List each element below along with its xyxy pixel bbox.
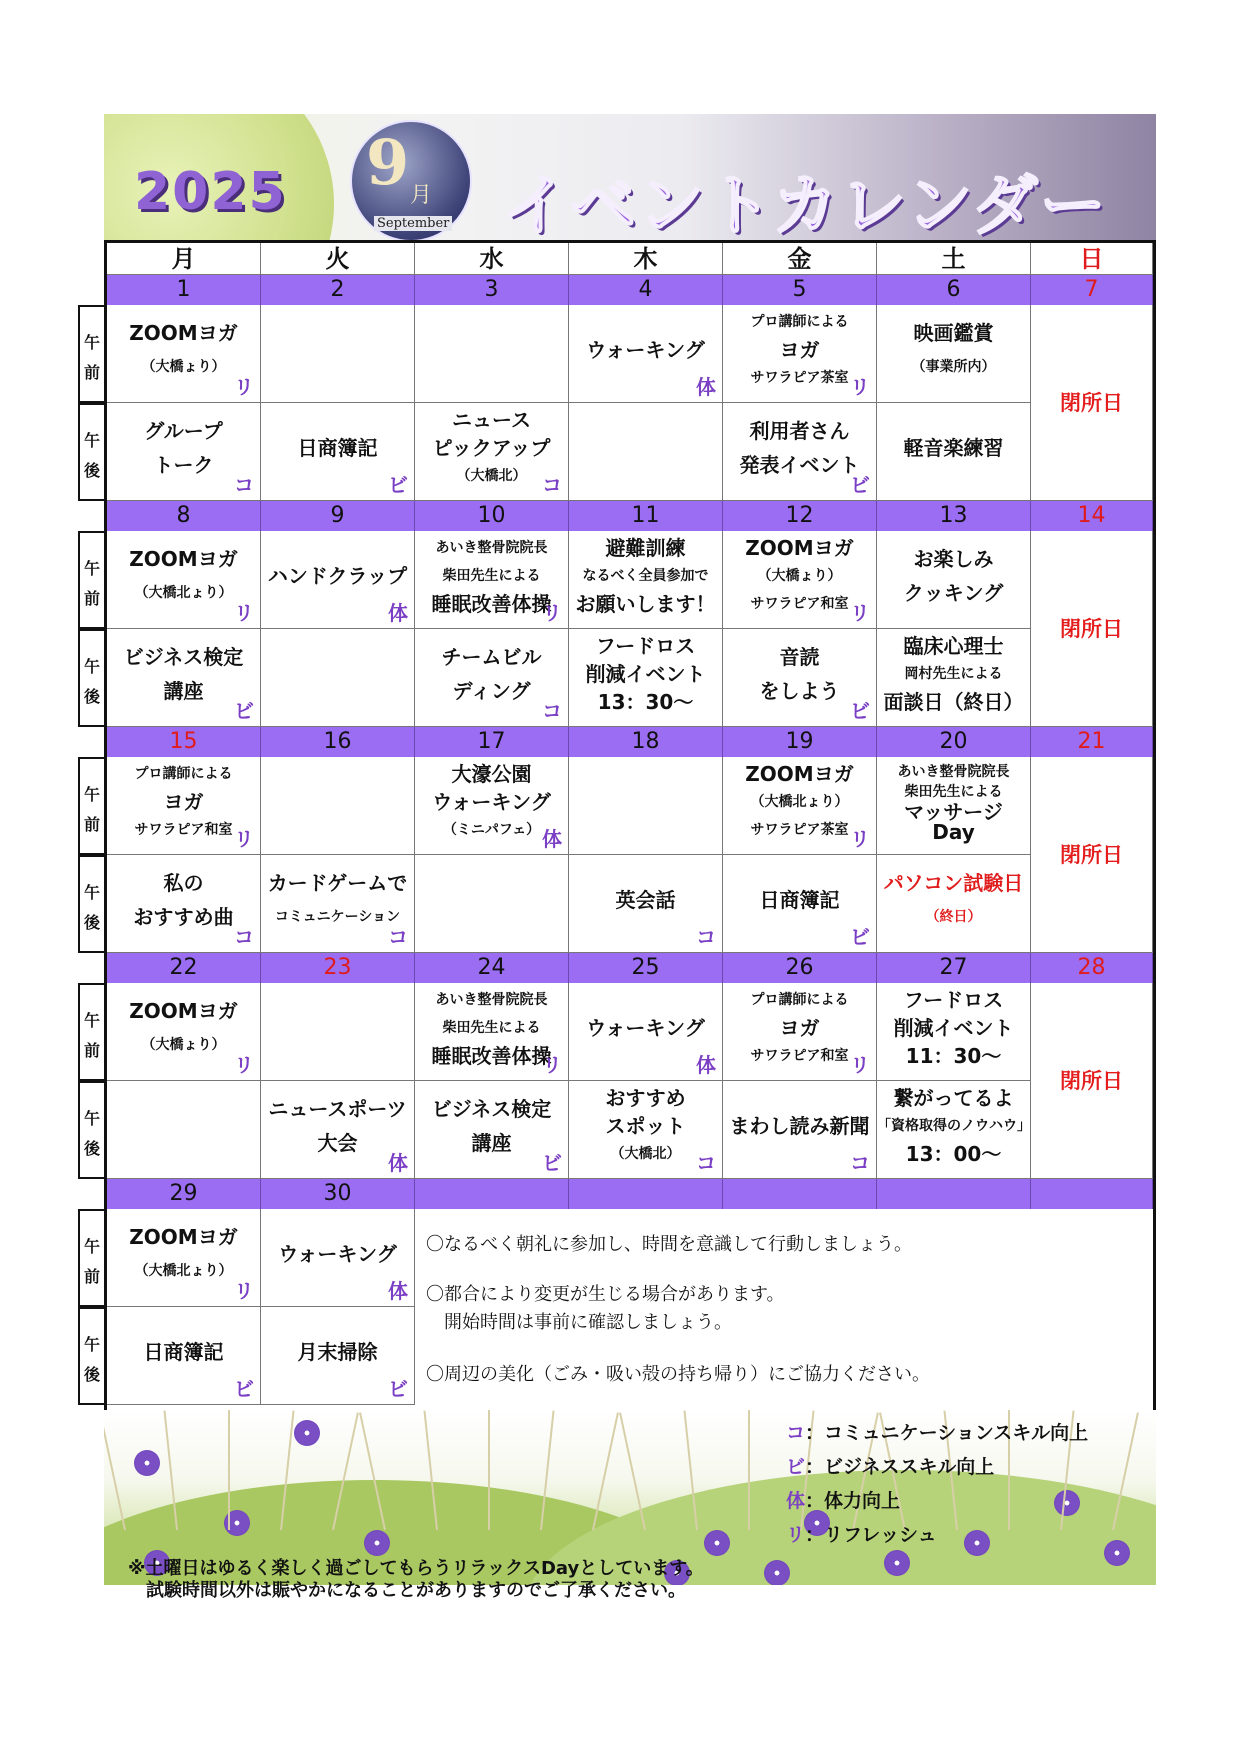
pampas-grass-icon [104, 1412, 126, 1530]
legend-item-tai: 体：体力向上 [786, 1490, 901, 1512]
category-tag: リ [234, 1279, 254, 1303]
event-line: まわし読み新聞 [729, 1114, 870, 1138]
category-tag: コ [542, 699, 562, 723]
day-number: 17 [415, 727, 569, 757]
event-line: サワラピア和室 [750, 596, 849, 612]
event-cell [415, 305, 569, 403]
event-line: 利用者さん [749, 419, 850, 443]
side-label-pm [78, 1307, 104, 1405]
side-label-am [78, 1209, 104, 1307]
event-line: フードロス [903, 988, 1004, 1012]
day-number: 10 [415, 501, 569, 531]
closed-label: 閉所日 [1060, 1069, 1123, 1093]
event-line: ZOOMヨガ [129, 547, 238, 571]
event-cell [723, 629, 877, 727]
event-line: ZOOMヨガ [129, 321, 238, 345]
day-number: 22 [107, 953, 261, 983]
category-tag: リ [234, 601, 254, 625]
event-line: ウォーキング [586, 1016, 705, 1040]
event-line: チームビル [441, 645, 542, 669]
side-char: 午 [83, 431, 100, 450]
bellflower-icon [1054, 1490, 1080, 1516]
side-label-am [78, 983, 104, 1081]
side-char: 午 [83, 1237, 100, 1256]
side-char: 後 [83, 461, 100, 480]
category-tag: 体 [696, 375, 716, 399]
event-cell [723, 1081, 877, 1179]
event-line: 柴田先生による [442, 568, 541, 584]
legend-item-bi: ビ：ビジネススキル向上 [786, 1456, 995, 1478]
event-line: 日商簿記 [297, 436, 378, 460]
event-cell [415, 1081, 569, 1179]
event-line: 私の [163, 871, 204, 895]
event-line: 面談日（終日） [883, 690, 1024, 714]
event-line: サワラピア茶室 [750, 370, 849, 386]
category-tag: リ [542, 601, 562, 625]
day-number: 5 [723, 275, 877, 305]
day-number: 16 [261, 727, 415, 757]
category-tag: コ [850, 1151, 870, 1175]
event-line: マッサージ [904, 800, 1003, 824]
event-line: 講座 [163, 679, 204, 703]
event-line: 柴田先生による [904, 784, 1003, 800]
category-tag: 体 [542, 827, 562, 851]
side-label-am [78, 305, 104, 403]
event-line: 映画鑑賞 [913, 321, 994, 345]
event-line: ZOOMヨガ [745, 536, 854, 560]
event-line: おすすめ [605, 1086, 686, 1110]
closed-label: 閉所日 [1060, 843, 1123, 867]
day-number: 12 [723, 501, 877, 531]
pampas-grass-icon [488, 1410, 490, 1530]
side-char: 午 [83, 333, 100, 352]
note-2: 〇都合により変更が生じる場合があります。 [426, 1284, 785, 1305]
month-number: 9 [366, 126, 410, 199]
event-cell [107, 1209, 261, 1307]
event-line: プロ講師による [750, 314, 849, 330]
day-number: 20 [877, 727, 1031, 757]
event-line: なるべく全員参加で [582, 568, 709, 584]
event-cell [261, 1307, 415, 1405]
note-1: 〇なるべく朝礼に参加し、時間を意識して行動しましょう。 [426, 1234, 912, 1255]
event-cell [261, 403, 415, 501]
bellflower-icon [134, 1450, 160, 1476]
weekday-header: 水 [415, 243, 569, 275]
day-number: 28 [1031, 953, 1153, 983]
day-number [1031, 1179, 1153, 1209]
bellflower-icon [1104, 1540, 1130, 1566]
weekday-header: 木 [569, 243, 723, 275]
event-cell [569, 629, 723, 727]
closed-label: 閉所日 [1060, 617, 1123, 641]
event-line: 音読 [779, 645, 820, 669]
event-line: 臨床心理士 [903, 634, 1004, 658]
day-number: 8 [107, 501, 261, 531]
event-line: おすすめ曲 [133, 905, 234, 929]
event-line: 発表イベント [739, 453, 860, 477]
day-number: 11 [569, 501, 723, 531]
day-number: 1 [107, 275, 261, 305]
event-line: 避難訓練 [605, 536, 686, 560]
notes-box [418, 1224, 1153, 1404]
side-label-pm [78, 629, 104, 727]
event-line: ヨガ [779, 338, 820, 362]
day-number: 19 [723, 727, 877, 757]
side-char: 前 [83, 589, 100, 608]
event-cell [569, 305, 723, 403]
day-number: 30 [261, 1179, 415, 1209]
event-line: あいき整骨院院長 [897, 764, 1010, 780]
weekday-header: 土 [877, 243, 1031, 275]
event-cell [261, 531, 415, 629]
event-line: ニュース [452, 408, 531, 432]
event-line: 睡眠改善体操 [431, 1044, 552, 1068]
event-cell [569, 531, 723, 629]
category-tag: 体 [388, 1151, 408, 1175]
event-line: （終日） [925, 909, 982, 925]
side-char: 午 [83, 559, 100, 578]
event-line: サワラピア茶室 [750, 822, 849, 838]
event-line: パソコン試験日 [883, 871, 1024, 895]
event-line: フードロス [595, 634, 696, 658]
day-number [723, 1179, 877, 1209]
event-line: 大濠公園 [451, 762, 532, 786]
event-line: あいき整骨院院長 [435, 540, 548, 556]
event-cell [877, 983, 1031, 1081]
closed-day-cell [1031, 305, 1153, 501]
event-line: をしよう [759, 679, 840, 703]
day-number: 2 [261, 275, 415, 305]
category-tag: ビ [850, 473, 870, 497]
event-line: ビジネス検定 [123, 645, 244, 669]
event-line: 大会 [317, 1131, 358, 1155]
day-number: 24 [415, 953, 569, 983]
weekday-header: 火 [261, 243, 415, 275]
event-line: プロ講師による [750, 992, 849, 1008]
day-number: 9 [261, 501, 415, 531]
side-char: 午 [83, 785, 100, 804]
event-cell [107, 1081, 261, 1179]
event-line: 13：00〜 [905, 1142, 1002, 1166]
weekday-header: 日 [1031, 243, 1153, 275]
side-char: 午 [83, 1011, 100, 1030]
category-tag: リ [850, 1053, 870, 1077]
side-char: 午 [83, 883, 100, 902]
footer-note [128, 1558, 1028, 1602]
day-number [877, 1179, 1031, 1209]
event-cell [877, 305, 1031, 403]
event-cell [569, 983, 723, 1081]
event-cell [261, 855, 415, 953]
event-cell [723, 757, 877, 855]
weekday-header: 月 [107, 243, 261, 275]
day-number [569, 1179, 723, 1209]
event-cell [569, 403, 723, 501]
event-line: コミュニケーション [274, 909, 401, 925]
event-line: お願いします！ [575, 592, 716, 616]
event-cell [877, 1081, 1031, 1179]
note-3: 開始時間は事前に確認しましょう。 [426, 1312, 732, 1333]
event-cell [107, 855, 261, 953]
category-tag: 体 [696, 1053, 716, 1077]
category-tag: コ [696, 925, 716, 949]
day-number: 21 [1031, 727, 1153, 757]
category-tag: ビ [850, 925, 870, 949]
event-cell [415, 629, 569, 727]
event-cell [261, 1081, 415, 1179]
event-line: 日商簿記 [759, 888, 840, 912]
event-line: 柴田先生による [442, 1020, 541, 1036]
category-tag: ビ [388, 473, 408, 497]
event-cell [415, 531, 569, 629]
category-tag: ビ [234, 1377, 254, 1401]
event-line: ZOOMヨガ [129, 1225, 238, 1249]
category-tag: コ [696, 1151, 716, 1175]
category-tag: ビ [850, 699, 870, 723]
month-badge [350, 120, 472, 240]
side-label-pm [78, 855, 104, 953]
event-line: （大橋ょり） [141, 1037, 226, 1053]
event-line: 英会話 [615, 888, 676, 912]
event-line: 11：30〜 [905, 1044, 1002, 1068]
bellflower-icon [364, 1530, 390, 1556]
event-line: ウォーキング [432, 790, 551, 814]
event-cell [261, 983, 415, 1081]
closed-day-cell [1031, 757, 1153, 953]
event-line: 軽音楽練習 [903, 436, 1004, 460]
day-number: 4 [569, 275, 723, 305]
side-char: 後 [83, 687, 100, 706]
category-tag: ビ [542, 1151, 562, 1175]
event-line: あいき整骨院院長 [435, 992, 548, 1008]
day-number: 13 [877, 501, 1031, 531]
side-label-am [78, 531, 104, 629]
event-line: ヨガ [163, 790, 204, 814]
event-cell [261, 629, 415, 727]
event-cell [723, 983, 877, 1081]
category-tag: リ [234, 375, 254, 399]
event-line: ZOOMヨガ [129, 999, 238, 1023]
event-line: スポット [605, 1114, 686, 1138]
side-char: 午 [83, 1335, 100, 1354]
event-line: （事業所内） [911, 359, 996, 375]
event-cell [107, 983, 261, 1081]
event-line: 削減イベント [585, 662, 706, 686]
event-line: （大橋ょり） [757, 568, 842, 584]
event-line: （大橋ょり） [141, 359, 226, 375]
event-line: お楽しみ [913, 547, 994, 571]
side-label-pm [78, 403, 104, 501]
category-tag: ビ [388, 1377, 408, 1401]
event-line: ZOOMヨガ [745, 762, 854, 786]
event-cell [415, 403, 569, 501]
event-line: Day [932, 820, 975, 844]
event-line: グループ [144, 419, 223, 443]
event-line: 13：30〜 [597, 690, 694, 714]
event-cell [261, 305, 415, 403]
category-tag: コ [234, 925, 254, 949]
side-char: 前 [83, 363, 100, 382]
bellflower-icon [704, 1530, 730, 1556]
event-line: ウォーキング [586, 338, 705, 362]
event-line: 講座 [471, 1131, 512, 1155]
footer-line-1: ※土曜日はゆるく楽しく過ごしてもらうリラックスDayとしています。 [128, 1558, 704, 1579]
event-cell [723, 305, 877, 403]
event-cell [877, 629, 1031, 727]
event-cell [877, 855, 1031, 953]
event-line: 岡村先生による [904, 666, 1003, 682]
side-char: 午 [83, 657, 100, 676]
side-char: 後 [83, 1365, 100, 1384]
category-tag: コ [542, 473, 562, 497]
year-label: 2025 [134, 162, 287, 222]
category-tag: リ [850, 827, 870, 851]
event-line: （ミニパフェ） [442, 822, 541, 838]
event-line: ビジネス検定 [431, 1097, 552, 1121]
day-number: 23 [261, 953, 415, 983]
closed-label: 閉所日 [1060, 391, 1123, 415]
event-line: 月末掃除 [297, 1340, 378, 1364]
event-line: サワラピア和室 [750, 1048, 849, 1064]
side-label-pm [78, 1081, 104, 1179]
event-cell [107, 629, 261, 727]
event-line: （大橋北） [610, 1146, 681, 1162]
category-tag: リ [234, 1053, 254, 1077]
event-line: プロ講師による [134, 766, 233, 782]
event-cell [569, 855, 723, 953]
event-cell [261, 1209, 415, 1307]
side-char: 前 [83, 815, 100, 834]
day-number [415, 1179, 569, 1209]
closed-day-cell [1031, 531, 1153, 727]
category-tag: リ [850, 375, 870, 399]
day-number: 15 [107, 727, 261, 757]
category-tag: コ [388, 925, 408, 949]
month-kanji: 月 [410, 183, 433, 208]
category-tag: リ [234, 827, 254, 851]
event-line: （大橋北ょり） [750, 794, 849, 810]
day-number: 7 [1031, 275, 1153, 305]
page-title: イベントカレンダー [502, 167, 1108, 240]
event-cell [107, 531, 261, 629]
pampas-grass-icon [228, 1410, 230, 1530]
closed-day-cell [1031, 983, 1153, 1179]
bellflower-icon [964, 1530, 990, 1556]
day-number: 14 [1031, 501, 1153, 531]
side-char: 前 [83, 1267, 100, 1286]
weekday-header: 金 [723, 243, 877, 275]
event-line: （大橋北ょり） [134, 585, 233, 601]
category-tag: 体 [388, 1279, 408, 1303]
event-cell [877, 757, 1031, 855]
legend-item-ko: コ：コミュニケーションスキル向上 [786, 1422, 1089, 1444]
day-number: 3 [415, 275, 569, 305]
event-cell [107, 1307, 261, 1405]
event-cell [107, 403, 261, 501]
event-cell [877, 403, 1031, 501]
day-number: 6 [877, 275, 1031, 305]
event-cell [415, 855, 569, 953]
category-tag: リ [542, 1053, 562, 1077]
event-line: ウォーキング [278, 1242, 397, 1266]
event-cell [107, 305, 261, 403]
category-tag: コ [234, 473, 254, 497]
event-line: ニュースポーツ [268, 1097, 407, 1121]
event-line: （大橋北ょり） [134, 1263, 233, 1279]
event-line: （大橋北） [456, 468, 527, 484]
event-cell [723, 403, 877, 501]
event-line: 日商簿記 [143, 1340, 224, 1364]
event-line: ハンドクラップ [267, 564, 408, 588]
event-line: トーク [153, 453, 214, 477]
side-label-am [78, 757, 104, 855]
event-cell [877, 531, 1031, 629]
event-line: 削減イベント [893, 1016, 1014, 1040]
event-line: 「資格取得のノウハウ」 [877, 1118, 1031, 1134]
pampas-grass-icon [748, 1410, 750, 1530]
day-number: 27 [877, 953, 1031, 983]
category-tag: ビ [234, 699, 254, 723]
event-cell [261, 757, 415, 855]
event-line: ピックアップ [432, 436, 551, 460]
event-line: カードゲームで [267, 871, 408, 895]
category-tag: リ [850, 601, 870, 625]
side-char: 後 [83, 913, 100, 932]
event-cell [415, 983, 569, 1081]
calendar-banner [104, 114, 1156, 240]
legend-item-ri: リ：リフレッシュ [786, 1524, 937, 1546]
event-cell [723, 855, 877, 953]
event-line: クッキング [903, 581, 1004, 605]
category-tag: 体 [388, 601, 408, 625]
event-line: サワラピア和室 [134, 822, 233, 838]
side-char: 午 [83, 1109, 100, 1128]
event-cell [569, 757, 723, 855]
event-cell [107, 757, 261, 855]
event-line: ヨガ [779, 1016, 820, 1040]
event-line: ディング [452, 679, 531, 703]
event-cell [569, 1081, 723, 1179]
event-line: 睡眠改善体操 [431, 592, 552, 616]
event-line: 繋がってるよ [893, 1086, 1014, 1110]
note-4: 〇周辺の美化（ごみ・吸い殻の持ち帰り）にご協力ください。 [426, 1364, 930, 1385]
day-number: 18 [569, 727, 723, 757]
event-cell [723, 531, 877, 629]
bellflower-icon [294, 1420, 320, 1446]
day-number: 25 [569, 953, 723, 983]
footer-line-2: 試験時間以外は賑やかになることがありますのでご了承ください。 [128, 1580, 686, 1601]
event-cell [415, 757, 569, 855]
side-char: 後 [83, 1139, 100, 1158]
month-english: September [374, 216, 452, 231]
side-char: 前 [83, 1041, 100, 1060]
day-number: 29 [107, 1179, 261, 1209]
day-number: 26 [723, 953, 877, 983]
